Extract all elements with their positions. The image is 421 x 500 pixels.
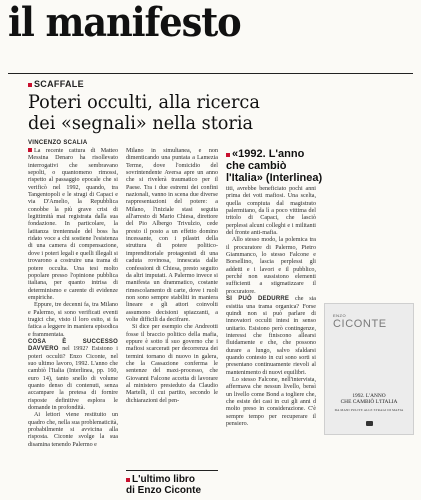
book-box-heading (126, 474, 201, 496)
paragraph-text: che sia esistita una trama organica? Forse quindi non si può parlare di innovatori occulti intesi in senso unitario. Esistono però contingenze, interessi che finiscono allearsi fluidamente e che, che possono durare a lungo, salvo sfaldarsi quando contesto in cui sono sorti si presentano continuamente rievoli al mantenimento di nuovi equilibri. (226, 296, 316, 376)
paragraph (28, 148, 118, 302)
paragraph-text: nel (62, 346, 70, 353)
paragraph: Milano in simultanea, e non dimenticando una puntata a Lamezia Terme, dove l'omicidio del sovrintendente Aversa apre un anno che si rivelerà traumatico per il Paese. Tra i due estremi dei confini nazionali, vanno in scena due diverse rappresentazioni del potere: a Milano, l'iniziale stasi seguita all'arresto di Mario Chiesa, direttore del Pio Albergo Trivulzio, cede presto il posto a un effetto domino incessante, con i pilastri della struttura di potere politico-imprenditoriale protagonisti di una caduta rovinosa, innescata dalle confessioni di Chiesa, presto seguito da altri imputati. A Palermo invece si manifesta un drammatico, costante rimescolamento di carte, dove i ruoli non sono sempre stabiliti in maniera lineare e gli attori coinvolti assumono decisioni spiazzanti, a volte difficili da decifrare. (126, 148, 218, 323)
paragraph: Ai lettori viene restituito un quadro che, nella sua problematicità, probabilmente si avvicina alla risposta. Ciconte svolge la sua disamina tenendo Palermo e (28, 412, 118, 448)
masthead: il manifesto (8, 0, 241, 46)
paragraph: Si dice per esempio che Andreotti fosse il braccio politico della mafia, eppure è sotto il suo governo che i mafiosi scarcerati per decorrenza dei termini tornano di nuovo in galera, che la Cassazione conferma le sentenze del maxi-processo, che Giovanni Falcone accetta di lavorare al ministero presieduto da Claudio Martelli, il cui partito, secondo le dichiarazioni del pen- (126, 324, 218, 404)
section-label (28, 79, 84, 89)
masthead-rule (8, 73, 413, 74)
book-box-line-1: L'ultimo libro (126, 474, 201, 485)
book-author-first: ENZO (333, 313, 347, 318)
book-box-line-2: di Enzo Ciconte (126, 485, 201, 496)
article-column-2 (126, 148, 218, 405)
paragraph (28, 339, 118, 412)
paragraph: Lo stesso Falcone, nell'intervista, affermava che nessun livello, bensì un livello come Bond a togliere che, che esiste dei casi in cui gli anni d molto preso in considerazione. C'è sempre tempo per recuperare il pensiero. (226, 376, 316, 427)
article-column-3 (226, 186, 316, 428)
sidebar-line-1: «1992. L'anno (226, 148, 416, 160)
book-title: 1992. L'ANNO CHE CAMBIÒ L'ITALIA (340, 393, 398, 405)
publisher-logo-icon (366, 421, 373, 426)
byline: VINCENZO SCALIA (28, 140, 88, 146)
book-cover-image (324, 303, 414, 435)
paragraph (226, 296, 316, 377)
article-column-1 (28, 148, 118, 449)
sidebar-heading (226, 148, 416, 184)
headline (28, 92, 344, 134)
paragraph-text: La recente cattura di Matteo Messina Denaro ha risollevato interrogativi che sembravano sepolti, o quantomeno rimossi, rispetto al passaggio epocale che si verificò nel 1992, quando, tra Tangentopoli e le stragi di Capaci e via D'Amelio, la Repubblica conobbe la più grave crisi di legittimità mai registrata dalla sua fondazione. In particolare, la latitanza trentennale del boss ha ridato voce a chi sostiene l'esistenza di una camera di compensazione, dove i poteri legali e quelli illegali si trovarono a costruire una trama di potere occulta. Una tesi molto popolare presso l'opinione pubblica italiana, per quanto intrisa di determinismo e carente di evidenze empiriche. (28, 148, 118, 301)
paragraph: Eppure, tre decenni fa, tra Milano e Palermo, si sono verificati eventi tragici che, visto il loro esito, si fa fatica a leggere in maniera episodica e frammentata. (28, 302, 118, 338)
section-text: SCAFFALE (34, 79, 84, 89)
headline-line-2: dei «segnali» nella storia (28, 112, 254, 134)
book-author: CICONTE (333, 318, 387, 330)
box-square-icon (126, 478, 130, 482)
section-square-icon (28, 83, 32, 87)
book-subtitle: DA MANI PULITE ALLE STRAGI DI MAFIA (334, 408, 404, 412)
paragraph: titi, avrebbe beneficiato pochi anni prima dei voti mafiosi. Una scelta, quella compiuta dal magistrato palermitano, da lì a poco vittima del tritolo di Capaci, che lasciò perplessi alcuni colleghi e i militanti del fronte anti-mafia. (226, 186, 316, 237)
subhead: COSA È SUCCESSO DAVVERO (28, 338, 118, 353)
paragraph-square-icon (28, 148, 32, 152)
box-rule (126, 470, 218, 471)
sidebar-square-icon (226, 153, 230, 157)
sidebar-line-2: che cambiò (226, 160, 287, 172)
paragraph: Allo stesso modo, la polemica tra il procuratore di Palermo, Pietro Giammanco, lo stesso Falcone e Borsellino, lascia perplessi gli addetti e i lavori e il pubblico, perché non sussistono elementi sufficienti a stigmatizzare il procuratore. (226, 237, 316, 295)
paragraph-text: 1992? Esistono i poteri occulti? Enzo Ciconte, nel suo ultimo lavoro, 1992. L'anno che cambiò l'Italia (Interlinea, pp. 160, euro 14), tanto snello di volume quanto denso di contenuti, senza accampare la pretesa di fornire risposte definitive esplora le domande in profondità. (28, 346, 118, 412)
subhead: SI PUÒ DEDURRE (226, 296, 290, 303)
headline-line-1: Poteri occulti, alla ricerca (28, 91, 260, 113)
sidebar-line-3: l'Italia» (Interlinea) (226, 172, 323, 184)
